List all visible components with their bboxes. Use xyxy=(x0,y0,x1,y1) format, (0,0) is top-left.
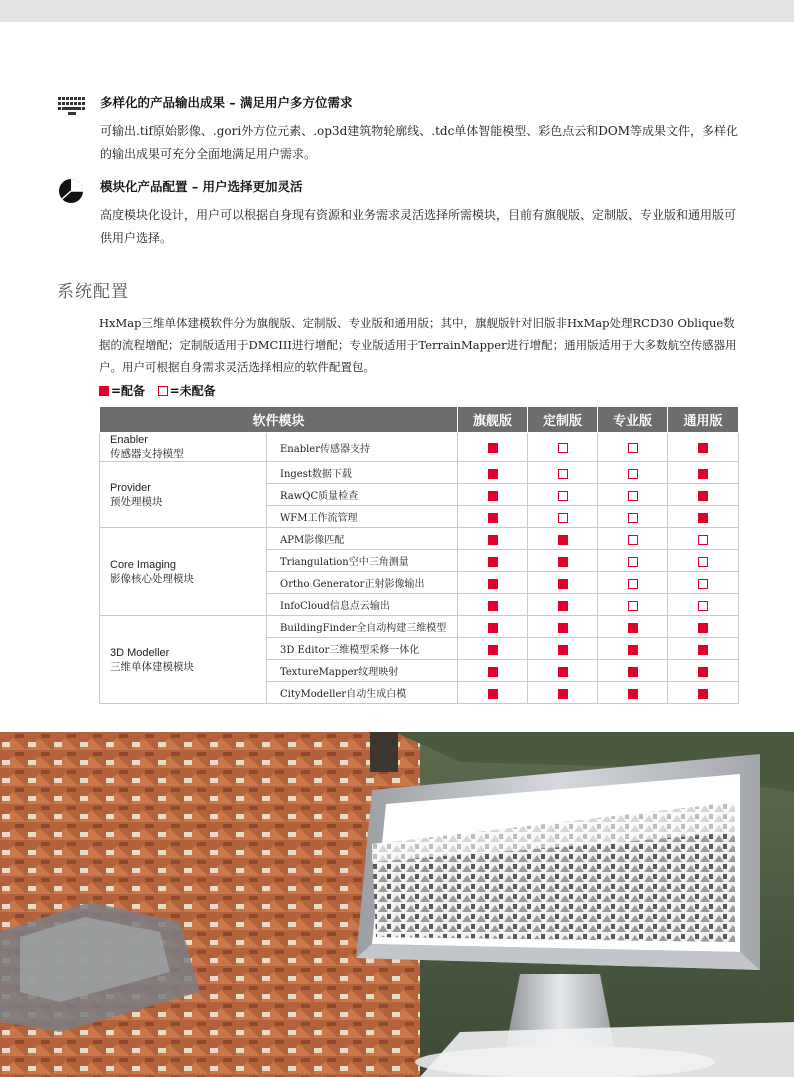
header-edition: 专业版 xyxy=(598,407,668,433)
feature-text: 可输出.tif原始影像、.gori外方位元素、.op3d建筑物轮廓线、.tdc单体智能模型、彩色点云和DOM等成果文件，多样化的输出成果可充分全面地满足用户需求。 xyxy=(100,124,739,161)
filled-square-icon xyxy=(488,469,498,479)
legend-filled-label: =配备 xyxy=(111,384,146,398)
edition-mark-cell xyxy=(668,638,739,660)
edition-mark-cell xyxy=(668,484,739,506)
empty-square-icon xyxy=(628,443,638,453)
edition-mark-cell xyxy=(668,528,739,550)
filled-square-icon xyxy=(628,667,638,677)
filled-square-icon xyxy=(698,443,708,453)
filled-square-icon xyxy=(558,557,568,567)
filled-square-icon xyxy=(558,667,568,677)
edition-mark-cell xyxy=(528,660,598,682)
filled-square-icon xyxy=(488,535,498,545)
edition-mark-cell xyxy=(598,660,668,682)
module-name-cell: RawQC质量检查 xyxy=(267,484,458,506)
module-name-cell: TextureMapper纹理映射 xyxy=(267,660,458,682)
module-name-cell: 3D Editor三维模型采修一体化 xyxy=(267,638,458,660)
filled-square-icon xyxy=(558,601,568,611)
edition-mark-cell xyxy=(458,638,528,660)
table-row xyxy=(100,462,739,484)
table-row xyxy=(100,433,739,462)
filled-square-icon xyxy=(488,513,498,523)
filled-square-icon xyxy=(558,645,568,655)
filled-square-icon xyxy=(628,689,638,699)
filled-square-icon xyxy=(628,623,638,633)
module-group-cell xyxy=(100,528,267,616)
edition-mark-cell xyxy=(528,506,598,528)
edition-mark-cell xyxy=(668,660,739,682)
group-name-en: Enabler xyxy=(110,434,148,446)
edition-mark-cell xyxy=(598,594,668,616)
edition-mark-cell xyxy=(668,594,739,616)
edition-mark-cell xyxy=(458,484,528,506)
filled-square-icon xyxy=(698,623,708,633)
edition-mark-cell xyxy=(458,433,528,462)
filled-square-icon xyxy=(488,491,498,501)
section-title: 系统配置 xyxy=(57,282,129,302)
edition-mark-cell xyxy=(528,616,598,638)
header-edition: 定制版 xyxy=(528,407,598,433)
legend-empty-label: =未配备 xyxy=(169,384,216,398)
keyboard-icon xyxy=(56,94,88,118)
header-module: 软件模块 xyxy=(100,407,458,433)
edition-mark-cell xyxy=(598,484,668,506)
edition-mark-cell xyxy=(528,462,598,484)
edition-mark-cell xyxy=(458,572,528,594)
empty-square-icon xyxy=(158,386,168,396)
filled-square-icon xyxy=(488,645,498,655)
legend xyxy=(99,382,216,399)
module-name-cell: Enabler传感器支持 xyxy=(267,433,458,462)
group-name-cn: 传感器支持模型 xyxy=(110,448,184,460)
filled-square-icon xyxy=(698,513,708,523)
group-name-en: 3D Modeller xyxy=(110,646,170,659)
edition-mark-cell xyxy=(528,572,598,594)
module-name-cell: Ortho Generator正射影像输出 xyxy=(267,572,458,594)
table-row xyxy=(100,616,739,638)
edition-mark-cell xyxy=(668,682,739,704)
city-model-photo xyxy=(0,732,794,1077)
table-row xyxy=(100,528,739,550)
filled-square-icon xyxy=(488,623,498,633)
filled-square-icon xyxy=(99,386,109,396)
module-name-cell: APM影像匹配 xyxy=(267,528,458,550)
edition-mark-cell xyxy=(458,462,528,484)
header-edition: 通用版 xyxy=(668,407,739,433)
feature-text: 高度模块化设计，用户可以根据自身现有资源和业务需求灵活选择所需模块，目前有旗舰版、定制版、专业版和通用版可供用户选择。 xyxy=(100,208,737,245)
group-name-cn: 预处理模块 xyxy=(110,495,163,508)
table-header-row xyxy=(100,407,739,433)
edition-mark-cell xyxy=(598,433,668,462)
filled-square-icon xyxy=(698,469,708,479)
edition-mark-cell xyxy=(668,572,739,594)
edition-mark-cell xyxy=(668,550,739,572)
edition-mark-cell xyxy=(598,638,668,660)
edition-mark-cell xyxy=(528,550,598,572)
module-name-cell: InfoCloud信息点云输出 xyxy=(267,594,458,616)
module-group-cell xyxy=(100,462,267,528)
filled-square-icon xyxy=(488,443,498,453)
group-name-cn: 影像核心处理模块 xyxy=(110,572,194,585)
empty-square-icon xyxy=(558,443,568,453)
empty-square-icon xyxy=(628,535,638,545)
edition-mark-cell xyxy=(668,616,739,638)
filled-square-icon xyxy=(698,689,708,699)
filled-square-icon xyxy=(698,645,708,655)
config-table xyxy=(99,406,739,704)
filled-square-icon xyxy=(558,535,568,545)
filled-square-icon xyxy=(558,623,568,633)
module-name-cell: Ingest数据下载 xyxy=(267,462,458,484)
empty-square-icon xyxy=(628,601,638,611)
module-name-cell: WFM工作流管理 xyxy=(267,506,458,528)
group-name-cn: 三维单体建模模块 xyxy=(110,660,194,673)
empty-square-icon xyxy=(558,469,568,479)
edition-mark-cell xyxy=(528,484,598,506)
filled-square-icon xyxy=(488,579,498,589)
empty-square-icon xyxy=(628,557,638,567)
filled-square-icon xyxy=(488,667,498,677)
edition-mark-cell xyxy=(528,528,598,550)
filled-square-icon xyxy=(698,491,708,501)
empty-square-icon xyxy=(628,469,638,479)
group-name-en: Provider xyxy=(110,481,151,494)
edition-mark-cell xyxy=(598,462,668,484)
header-edition: 旗舰版 xyxy=(458,407,528,433)
edition-mark-cell xyxy=(668,462,739,484)
filled-square-icon xyxy=(558,579,568,589)
empty-square-icon xyxy=(698,579,708,589)
edition-mark-cell xyxy=(668,433,739,462)
edition-mark-cell xyxy=(458,594,528,616)
edition-mark-cell xyxy=(598,572,668,594)
edition-mark-cell xyxy=(528,638,598,660)
edition-mark-cell xyxy=(598,550,668,572)
edition-mark-cell xyxy=(458,682,528,704)
empty-square-icon xyxy=(628,491,638,501)
edition-mark-cell xyxy=(458,528,528,550)
feature-title: 模块化产品配置 – 用户选择更加灵活 xyxy=(100,179,303,194)
table-body xyxy=(100,433,739,704)
module-group-cell xyxy=(100,433,267,462)
feature-title: 多样化的产品输出成果 – 满足用户多方位需求 xyxy=(100,95,353,110)
empty-square-icon xyxy=(628,579,638,589)
edition-mark-cell xyxy=(458,550,528,572)
module-name-cell: Triangulation空中三角测量 xyxy=(267,550,458,572)
edition-mark-cell xyxy=(598,528,668,550)
edition-mark-cell xyxy=(458,616,528,638)
edition-mark-cell xyxy=(668,506,739,528)
edition-mark-cell xyxy=(458,506,528,528)
filled-square-icon xyxy=(558,689,568,699)
empty-square-icon xyxy=(698,601,708,611)
empty-square-icon xyxy=(628,513,638,523)
empty-square-icon xyxy=(558,513,568,523)
empty-square-icon xyxy=(698,535,708,545)
edition-mark-cell xyxy=(598,506,668,528)
filled-square-icon xyxy=(488,601,498,611)
module-group-cell xyxy=(100,616,267,704)
filled-square-icon xyxy=(698,667,708,677)
edition-mark-cell xyxy=(528,594,598,616)
edition-mark-cell xyxy=(458,660,528,682)
top-band xyxy=(0,0,794,22)
pie-chart-icon xyxy=(56,178,88,202)
empty-square-icon xyxy=(558,491,568,501)
edition-mark-cell xyxy=(598,682,668,704)
filled-square-icon xyxy=(628,645,638,655)
module-name-cell: CityModeller自动生成白模 xyxy=(267,682,458,704)
intro-paragraph: HxMap三维单体建模软件分为旗舰版、定制版、专业版和通用版；其中，旗舰版针对旧版非HxMap处理RCD30 Oblique数据的流程增配；定制版适用于DMCIII进行增配；专业版适用于TerrainMapper进行增配；通用版适用于大多数航空传感器用户。用户可根据自身需求灵活选择相应的软件配置包。 xyxy=(99,316,737,374)
empty-square-icon xyxy=(698,557,708,567)
filled-square-icon xyxy=(488,689,498,699)
edition-mark-cell xyxy=(528,682,598,704)
edition-mark-cell xyxy=(528,433,598,462)
module-name-cell: BuildingFinder全自动构建三维模型 xyxy=(267,616,458,638)
group-name-en: Core Imaging xyxy=(110,558,177,571)
edition-mark-cell xyxy=(598,616,668,638)
filled-square-icon xyxy=(488,557,498,567)
